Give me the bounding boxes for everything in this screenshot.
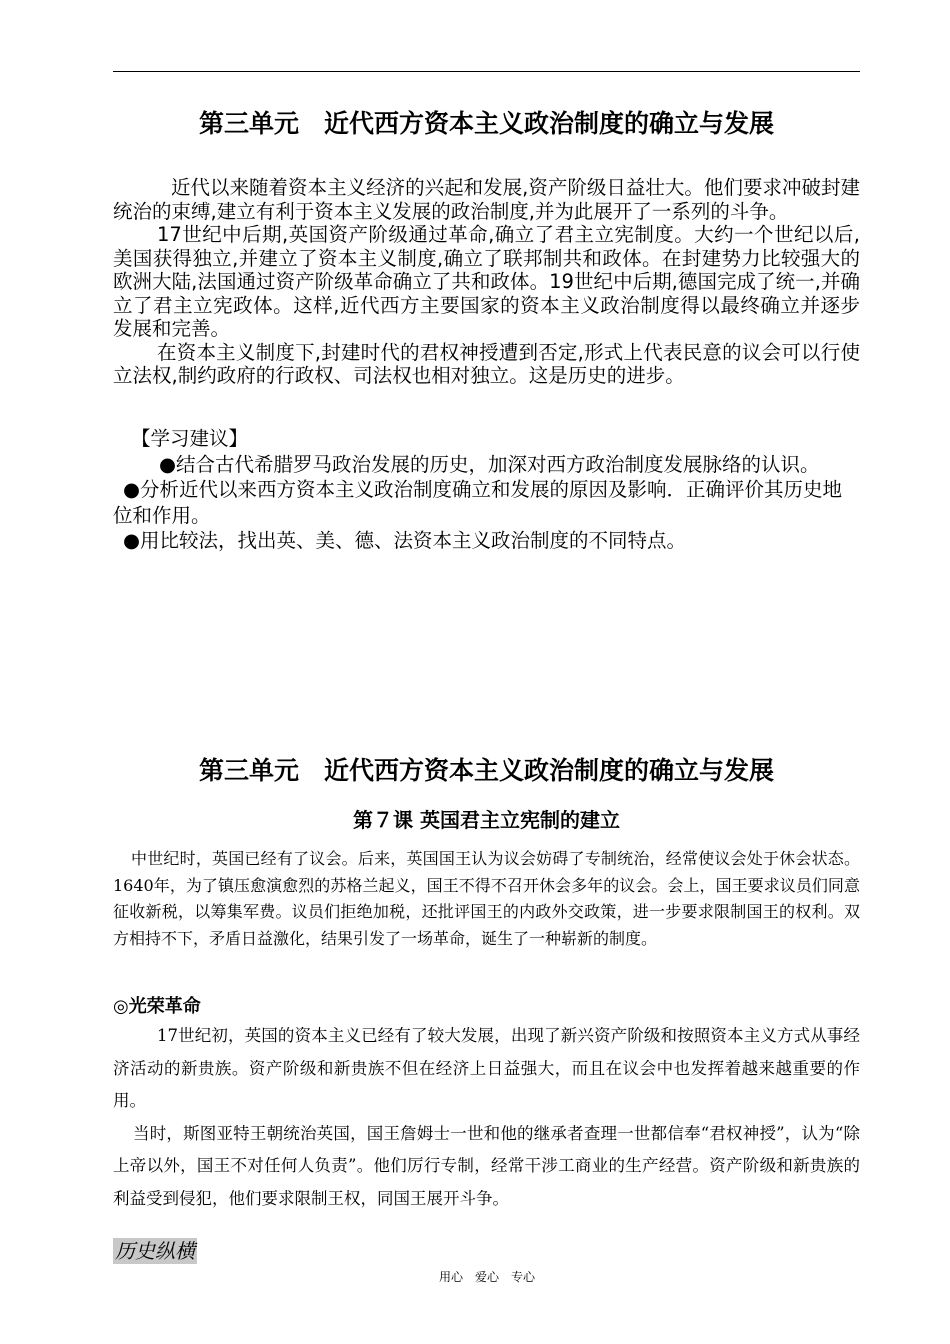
intro-paragraph-1: 近代以来随着资本主义经济的兴起和发展,资产阶级日益壮大。他们要求冲破封建统治的束缚,建立有利于资本主义发展的政治制度,并为此展开了一系列的斗争。 bbox=[113, 176, 860, 223]
lesson-title: 第７课 英国君主立宪制的建立 bbox=[353, 808, 620, 832]
study-suggestions bbox=[113, 426, 860, 554]
suggestion-item-3: ●用比较法，找出英、美、德、法资本主义政治制度的不同特点。 bbox=[123, 529, 687, 552]
body-paragraph-2: 当时，斯图亚特王朝统治英国，国王詹姆士一世和他的继承者查理一世都信奉“君权神授”，认为“除上帝以外，国王不对任何人负责”。他们厉行专制，经常干涉工商业的生产经营。资产阶级和新贵族的利益受到侵犯，他们要求限制王权，同国王展开斗争。 bbox=[113, 1123, 860, 1208]
intro-paragraph-2: 17世纪中后期,英国资产阶级通过革命,确立了君主立宪制度。大约一个世纪以后,美国获得独立,并建立了资本主义制度,确立了联邦制共和政体。在封建势力比较强大的欧洲大陆,法国通过资产阶级革命确立了共和政体。19世纪中后期,德国完成了统一,并确立了君主立宪政体。这样,近代西方主要国家的资本主义政治制度得以最终确立并逐步发展和完善。 bbox=[113, 223, 860, 340]
lesson-intro: 中世纪时，英国已经有了议会。后来，英国国王认为议会妨碍了专制统治，经常使议会处于休会状态。1640年，为了镇压愈演愈烈的苏格兰起义，国王不得不召开休会多年的议会。会上，国王要求议员们同意征收新税，以筹集军费。议员们拒绝加税，还批评国王的内政外交政策，进一步要求限制国王的权利。双方相持不下，矛盾日益激化，结果引发了一场革命，诞生了一种崭新的制度。 bbox=[113, 849, 860, 948]
section-body bbox=[113, 1020, 860, 1215]
unit-intro bbox=[113, 176, 860, 388]
history-sidebar-label: 历史纵横 bbox=[115, 1239, 195, 1263]
intro-paragraph-3: 在资本主义制度下,封建时代的君权神授遭到否定,形式上代表民意的议会可以行使立法权,制约政府的行政权、司法权也相对独立。这是历史的进步。 bbox=[113, 340, 860, 387]
section-heading-glorious-revolution: ◎光荣革命 bbox=[113, 996, 201, 1017]
body-paragraph-1: 17世纪初，英国的资本主义已经有了较大发展，出现了新兴资产阶级和按照资本主义方式从事经济活动的新贵族。资产阶级和新贵族不但在经济上日益强大，而且在议会中也发挥着越来越重要的作用。 bbox=[113, 1026, 860, 1110]
page-footer: 用心 爱心 专心 bbox=[438, 1270, 535, 1284]
unit-title: 第三单元 近代西方资本主义政治制度的确立与发展 bbox=[198, 109, 774, 138]
header-rule bbox=[113, 71, 860, 72]
study-suggestions-heading: 【学习建议】 bbox=[131, 427, 249, 450]
suggestion-item-2: ●分析近代以来西方资本主义政治制度确立和发展的原因及影响．正确评价其历史地位和作用。 bbox=[113, 478, 843, 527]
suggestion-item-1: ●结合古代希腊罗马政治发展的历史，加深对西方政治制度发展脉络的认识。 bbox=[159, 452, 820, 476]
unit-title-repeat: 第三单元 近代西方资本主义政治制度的确立与发展 bbox=[198, 756, 774, 785]
